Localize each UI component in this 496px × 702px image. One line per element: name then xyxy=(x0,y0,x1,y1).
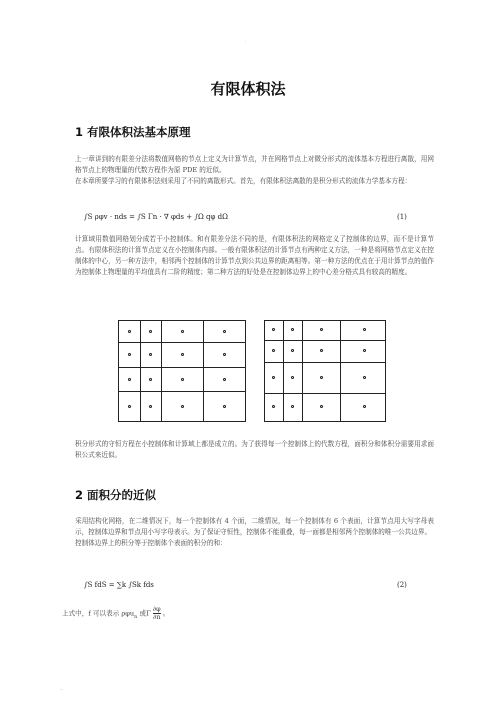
section1-paragraph4 xyxy=(62,439,434,461)
section1-paragraph3 xyxy=(62,234,434,278)
section2-p3-prefix: 上式中，f 可以表示 xyxy=(62,609,120,618)
section1-p3-text: 计算域用数值网格划分成若干小控制体。和有限差分法不同的是，有限体积法的网格定义了控制体的边界，而不是计算节点。有限体积法的计算节点定义在小控制体内部。一般有限体积法的计算节点有两种定义方法，一种是将网格节点定义在控制体的中心，另一种方法中，相邻两个控制体的计算节点到公共边界的距离相等。第一种方法的优点在于用计算节点的值作为控制体上物理量的平均值具有二阶的精度；第二种方法的好处是在控制体边界上的中心差分格式具有较高的精度。 xyxy=(75,235,434,276)
partial-derivative-fraction xyxy=(153,606,161,621)
section2-p2-text: 控制体边界上的积分等于控制体个表面的积分的和： xyxy=(75,539,227,547)
section2-p3-subscript: n xyxy=(134,613,138,620)
section2-paragraph1 xyxy=(62,516,434,549)
section1-paragraph1 xyxy=(62,154,434,187)
page-title: 有限体积法 xyxy=(210,80,286,98)
mesh-diagram-cell-centered xyxy=(118,320,246,422)
fraction-denominator: ∂n xyxy=(152,613,161,621)
section2-p3-term1: ρφu xyxy=(121,609,135,618)
fraction-numerator: ∂φ xyxy=(152,605,161,613)
section1-p1-text: 上一章讲到的有限差分法将数值网格的节点上定义为计算节点，并在网格节点上对微分形式的流体基本方程进行离散，用网格节点上的物理量的代数方程作为原 PDE 的近似。 xyxy=(75,155,434,174)
page-top-mark: . xyxy=(245,38,247,44)
section2-p3-suffix: 。 xyxy=(162,609,170,618)
section2-heading: 2 面积分的近似 xyxy=(75,488,157,502)
section2-p3-or: 或Γ xyxy=(139,609,151,618)
page-bottom-mark: .. xyxy=(60,686,64,692)
equation-1: ∫S ρφv · nds = ∫S Γn · ∇ φds + ∫Ω qφ dΩ xyxy=(84,213,228,221)
equation-1-number: (1) xyxy=(397,213,407,221)
section1-p2-text: 在本章所要学习的有限体积法则采用了不同的离散形式。首先，有限体积法离散的是积分形式的流体力学基本方程： xyxy=(75,177,412,185)
equation-2-number: (2) xyxy=(397,581,407,589)
section1-p4-text: 积分形式的守恒方程在小控制体和计算域上都是成立的。为了获得每一个控制体上的代数方程，面积分和体积分需要用求面积公式来近似。 xyxy=(75,440,434,459)
equation-2: ∫S fdS = ∑k ∫Sk fds xyxy=(84,581,154,589)
section2-p1-text: 采用结构化网格，在二维情况下，每一个控制体有 4 个面，二维情况，每一个控制体有 6 个表面，计算节点用大写字母表示，控制体边界和节点用小写字母表示。为了保证守恒性，控制体不能重叠，每一面都是相邻两个控制体的唯一公共边界。 xyxy=(75,517,434,536)
section2-paragraph3 xyxy=(62,606,434,623)
mesh-diagram-vertex-centered xyxy=(264,320,386,422)
section1-heading: 1 有限体积法基本原理 xyxy=(75,125,191,139)
